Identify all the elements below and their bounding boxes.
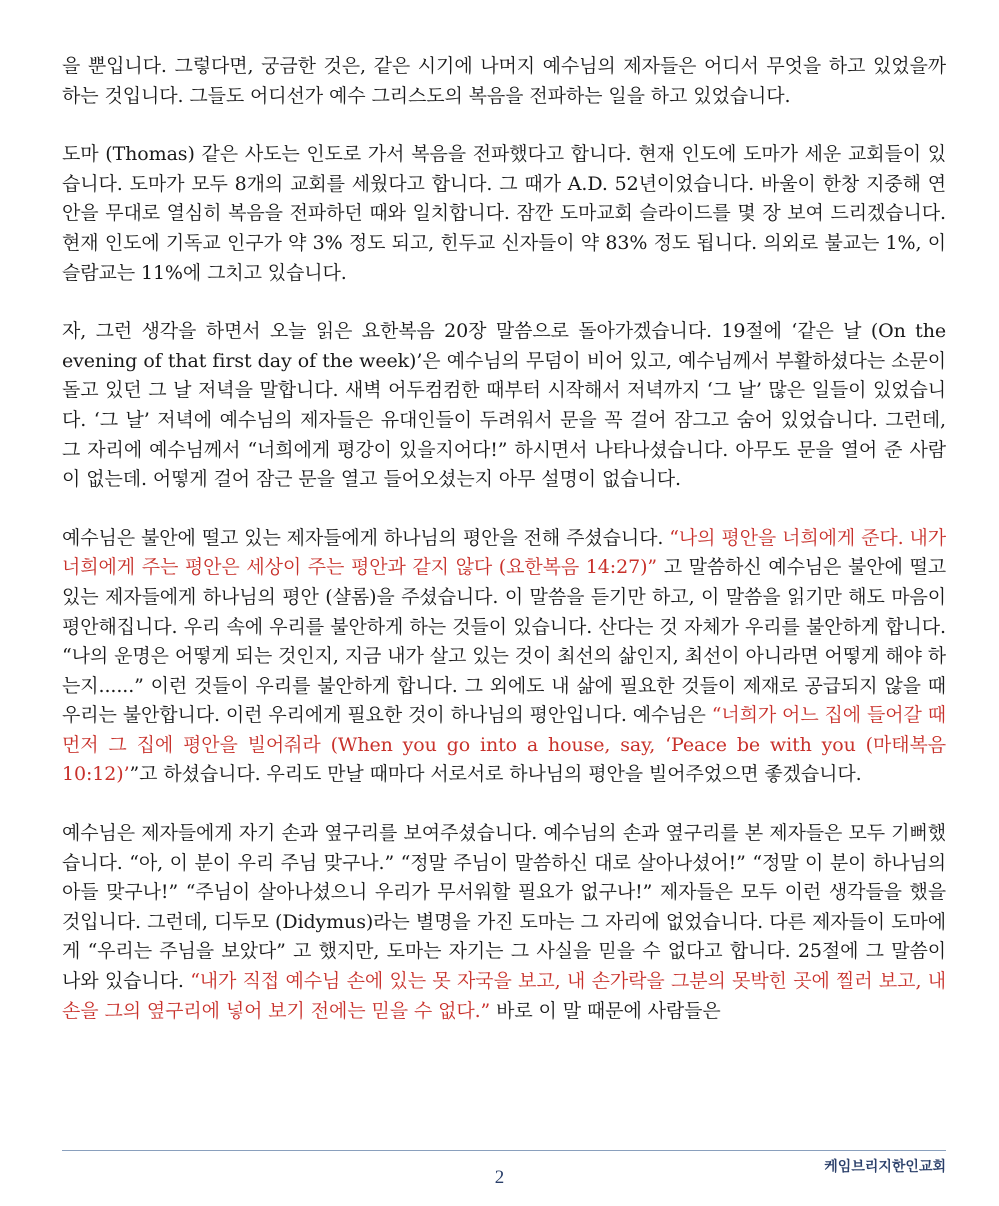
paragraph-text: 자, 그런 생각을 하면서 오늘 읽은 요한복음 20장 말씀으로 돌아가겠습니다. 19절에 ‘같은 날 (On the evening of that first day of the week)’은 예수님의 무덤이 비어 있고, 예수님께서 부활하셨다는 소문이 돌고 있던 그 날 저녁을 말합니다. 새벽 어두컴컴한 때부터 시작해서 저녁까지 ‘그 날’ 많은 일들이 있었습니다. ‘그 날’ 저녁에 예수님의 제자들은 유대인들이 두려워서 문을 꼭 걸어 잠그고 숨어 있었습니다. 그런데, 그 자리에 예수님께서 “너희에게 평강이 있을지어다!” 하시면서 나타나셨습니다. 아무도 문을 열어 준 사람이 없는데. 어떻게 걸어 잠근 문을 열고 들어오셨는지 아무 설명이 없습니다. (62, 320, 946, 491)
church-name: 케임브리지한인교회 (824, 1159, 946, 1175)
paragraph-text: 을 뿐입니다. 그렇다면, 궁금한 것은, 같은 시기에 나머지 예수님의 제자들은 어디서 무엇을 하고 있었을까 하는 것입니다. 그들도 어디선가 예수 그리스도의 복음을 전파하는 일을 하고 있었습니다. (62, 55, 946, 107)
sermon-body (62, 52, 946, 1055)
scripture-quote: “내가 직접 예수님 손에 있는 못 자국을 보고, 내 손가락을 그분의 못박힌 곳에 찔러 보고, 내 손을 그의 옆구리에 넣어 보기 전에는 믿을 수 없다.” (62, 970, 946, 1022)
paragraph-text: ”고 하셨습니다. 우리도 만날 때마다 서로서로 하나님의 평안을 빌어주었으면 좋겠습니다. (129, 763, 862, 786)
scripture-quote: “나의 평안을 너희에게 준다. 내가 너희에게 주는 평안은 세상이 주는 평안과 같지 않다 (요한복음 14:27)” (62, 526, 946, 579)
footer-divider (62, 1150, 946, 1151)
paragraph (62, 819, 946, 1026)
paragraph (62, 140, 946, 288)
paragraph (62, 52, 946, 111)
paragraph-text: 바로 이 말 때문에 사람들은 (490, 999, 721, 1022)
scripture-quote: “너희가 어느 집에 들어갈 때 먼저 그 집에 평안을 빌어줘라 (When you go into a house, say, ‘Peace be with you (마태복음 10:12)’ (62, 704, 946, 786)
paragraph (62, 524, 946, 790)
paragraph (62, 317, 946, 495)
paragraph-text: 고 말씀하신 예수님은 불안에 떨고 있는 제자들에게 하나님의 평안 (샬롬)을 주셨습니다. 이 말씀을 듣기만 하고, 이 말씀을 읽기만 해도 마음이 평안해집니다. 우리 속에 우리를 불안하게 하는 것들이 있습니다. 산다는 것 자체가 우리를 불안하게 합니다. “나의 운명은 어떻게 되는 것인지, 지금 내가 살고 있는 것이 최선의 삶인지, 최선이 아니라면 어떻게 해야 하는지......” 이런 것들이 우리를 불안하게 합니다. 그 외에도 내 삶에 필요한 것들이 제재로 공급되지 않을 때 우리는 불안합니다. 이런 우리에게 필요한 것이 하나님의 평안입니다. 예수님은 (62, 556, 946, 727)
page-number: 2 (494, 1167, 505, 1188)
paragraph-text: 예수님은 불안에 떨고 있는 제자들에게 하나님의 평안을 전해 주셨습니다. (62, 526, 670, 549)
paragraph-text: 도마 (Thomas) 같은 사도는 인도로 가서 복음을 전파했다고 합니다. 현재 인도에 도마가 세운 교회들이 있습니다. 도마가 모두 8개의 교회를 세웠다고 합니다. 그 때가 A.D. 52년이었습니다. 바울이 한창 지중해 연안을 무대로 열심히 복음을 전파하던 때와 일치합니다. 잠깐 도마교회 슬라이드를 몇 장 보여 드리겠습니다. 현재 인도에 기독교 인구가 약 3% 정도 되고, 힌두교 신자들이 약 83% 정도 됩니다. 의외로 불교는 1%, 이슬람교는 11%에 그치고 있습니다. (62, 143, 946, 284)
paragraph-text: 예수님은 제자들에게 자기 손과 옆구리를 보여주셨습니다. 예수님의 손과 옆구리를 본 제자들은 모두 기뻐했습니다. “아, 이 분이 우리 주님 맞구나.” “정말 주님이 말씀하신 대로 살아나셨어!” “정말 이 분이 하나님의 아들 맞구나!” “주님이 살아나셨으니 우리가 무서워할 필요가 없구나!” 제자들은 모두 이런 생각들을 했을 것입니다. 그런데, 디두모 (Didymus)라는 별명을 가진 도마는 그 자리에 없었습니다. 다른 제자들이 도마에게 “우리는 주님을 보았다” 고 했지만, 도마는 자기는 그 사실을 믿을 수 없다고 합니다. 25절에 그 말씀이 나와 있습니다. (62, 822, 946, 993)
